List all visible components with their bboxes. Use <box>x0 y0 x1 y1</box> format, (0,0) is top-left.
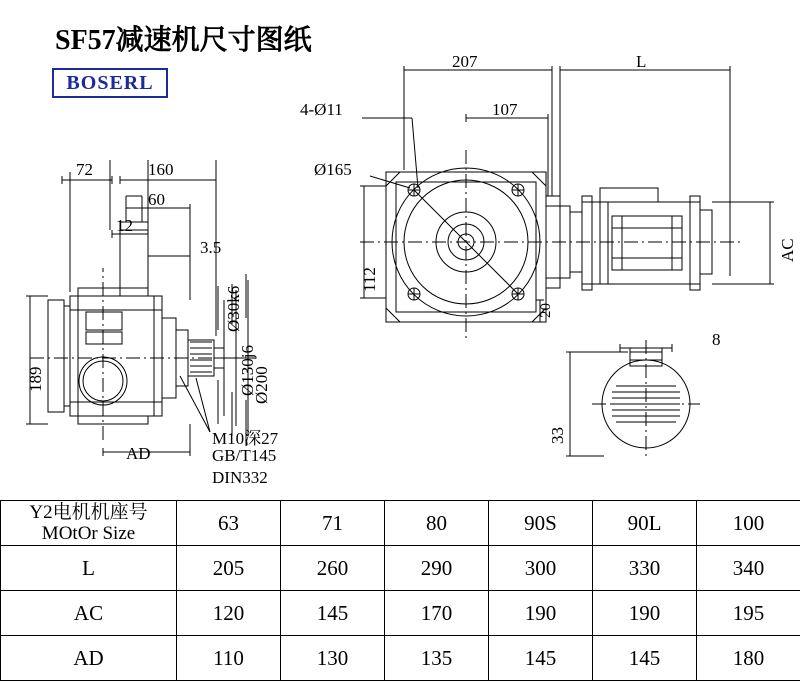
cell: 145 <box>593 636 697 681</box>
note-gbt145: GB/T145 <box>212 446 277 465</box>
cell: 260 <box>281 546 385 591</box>
cell: 130 <box>281 636 385 681</box>
cell: 100 <box>697 501 800 546</box>
row-header-L: L <box>1 546 177 591</box>
row-header-AD: AD <box>1 636 177 681</box>
note-din332: DIN332 <box>212 468 268 487</box>
dim-12: 12 <box>116 216 133 235</box>
cell: 170 <box>385 591 489 636</box>
brand-logo-text: BOSERL <box>66 72 154 94</box>
note-d30k6: Ø30k6 <box>224 285 243 332</box>
cell: 330 <box>593 546 697 591</box>
table-row <box>1 501 800 546</box>
dim-207: 207 <box>452 52 478 71</box>
cell: 71 <box>281 501 385 546</box>
dimension-table <box>0 500 800 681</box>
cell: 145 <box>489 636 593 681</box>
dim-107: 107 <box>492 100 518 119</box>
cell: 80 <box>385 501 489 546</box>
row-header-line2: MOtOr Size <box>41 523 136 544</box>
cell: 340 <box>697 546 800 591</box>
dim-112: 112 <box>360 267 379 292</box>
cell: 120 <box>177 591 281 636</box>
cell: 300 <box>489 546 593 591</box>
page-title: SF57减速机尺寸图纸 <box>55 25 312 56</box>
table-row <box>1 546 800 591</box>
dim-AD-left: AD <box>126 444 151 463</box>
dim-20: 20 <box>538 303 554 318</box>
note-m10: M10深27 <box>212 429 279 448</box>
cell: 145 <box>281 591 385 636</box>
dim-33: 33 <box>548 427 567 444</box>
table-row <box>1 591 800 636</box>
cell: 135 <box>385 636 489 681</box>
cell: 195 <box>697 591 800 636</box>
dim-3p5: 3.5 <box>200 238 222 257</box>
dim-160: 160 <box>148 160 174 179</box>
dim-4xD11: 4-Ø11 <box>300 100 343 119</box>
note-d130j6: Ø130j6 <box>238 345 257 396</box>
cell: 180 <box>697 636 800 681</box>
table-row <box>1 636 800 681</box>
dim-60: 60 <box>148 190 165 209</box>
cell: 63 <box>177 501 281 546</box>
row-header-AC: AC <box>1 591 177 636</box>
dim-72: 72 <box>76 160 93 179</box>
note-d200: Ø200 <box>252 366 271 404</box>
cell: 90L <box>593 501 697 546</box>
dim-189: 189 <box>26 366 45 392</box>
cell: 90S <box>489 501 593 546</box>
cell: 290 <box>385 546 489 591</box>
row-header-line1: Y2电机机座号 <box>29 502 148 523</box>
cell: 110 <box>177 636 281 681</box>
dim-AC-right: AC <box>778 238 797 262</box>
cell: 190 <box>489 591 593 636</box>
cell: 190 <box>593 591 697 636</box>
cell: 205 <box>177 546 281 591</box>
dim-8: 8 <box>712 330 721 349</box>
row-header-motor-size <box>1 501 177 546</box>
dim-L-top: L <box>636 52 647 71</box>
dim-D165: Ø165 <box>314 160 352 179</box>
